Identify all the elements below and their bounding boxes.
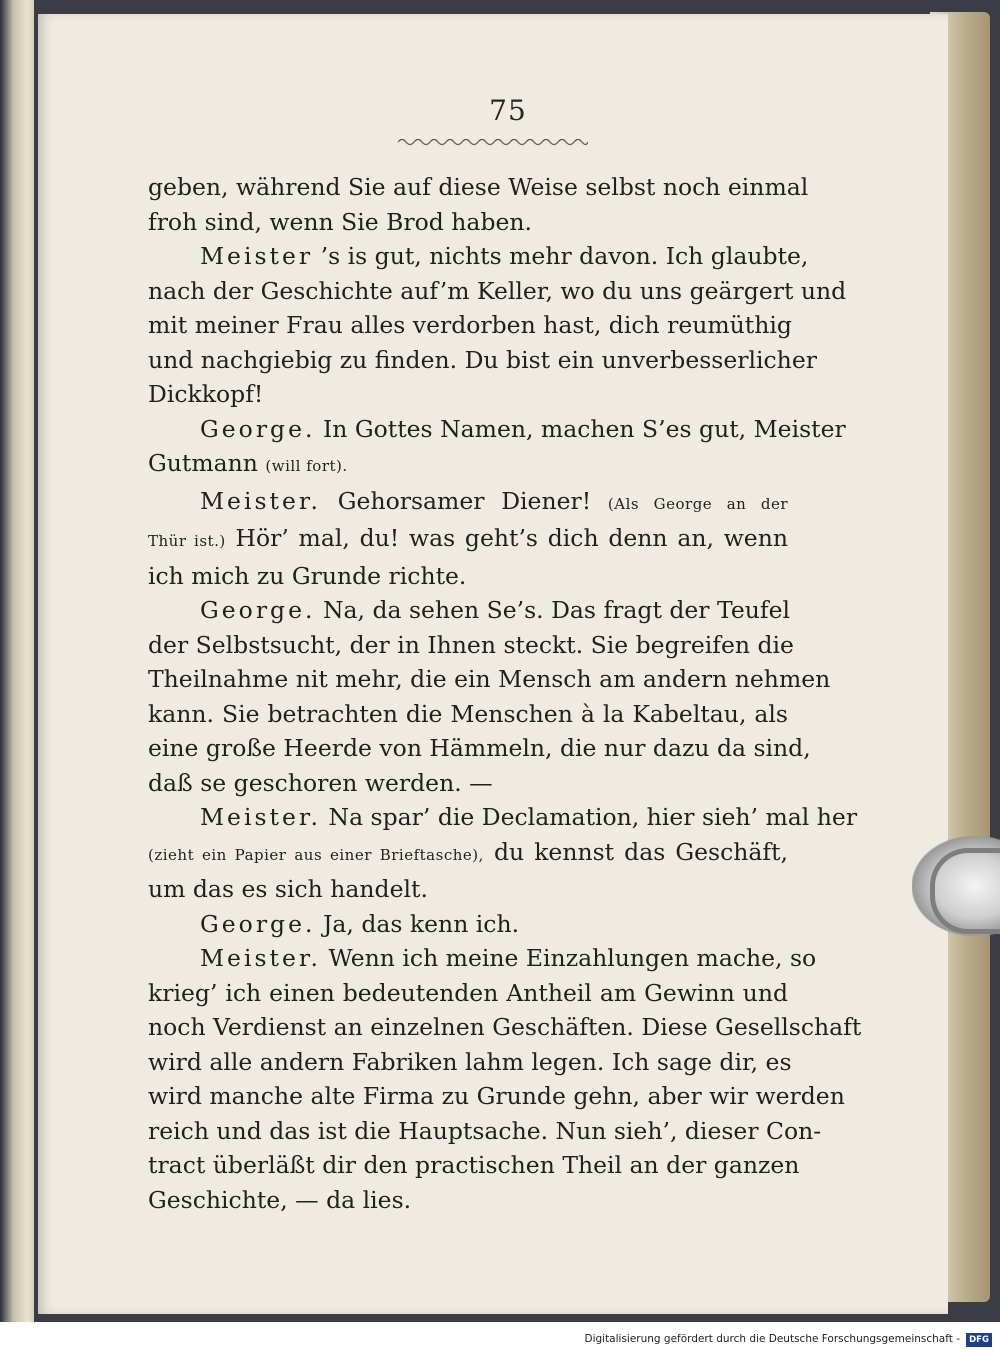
text-line (148, 907, 788, 942)
text-line (148, 521, 788, 559)
page-number: 75 (489, 94, 527, 127)
line-text: du kennst das Geschäft, (483, 837, 789, 866)
line-text: Gehorsamer Diener! (321, 486, 608, 515)
text-line (148, 484, 788, 522)
line-text: Theilnahme nit mehr, die ein Mensch am andern nehmen (148, 665, 831, 693)
line-text: Gutmann (148, 449, 266, 477)
line-text: daß se geschoren werden. — (148, 768, 493, 797)
line-text: reich und das ist die Hauptsache. Nun sieh’, dieser Con- (148, 1116, 822, 1145)
text-line (148, 308, 792, 343)
line-text: um das es sich handelt. (148, 875, 428, 903)
line-text: In Gottes Namen, machen S’es gut, Meister (315, 414, 846, 443)
text-line (148, 976, 788, 1011)
text-line (148, 1010, 862, 1045)
speaker-name: George. (200, 909, 316, 938)
text-line (148, 766, 788, 801)
line-text: krieg’ ich einen bedeutenden Antheil am Gewinn und (148, 978, 788, 1007)
line-text: Na spar’ die Declamation, hier sieh’ mal her (321, 803, 858, 831)
text-line (148, 446, 788, 484)
wavy-rule-ornament (398, 136, 588, 148)
line-text: Ja, das kenn ich. (315, 909, 520, 938)
line-text: Wenn ich meine Einzahlungen mache, so (321, 944, 817, 972)
line-text: eine große Heerde von Hämmeln, die nur dazu da sind, (148, 734, 811, 762)
text-line (148, 1148, 800, 1183)
line-text: froh sind, wenn Sie Brod haben. (148, 207, 532, 236)
line-text: tract überläßt dir den practischen Theil an der ganzen (148, 1151, 800, 1179)
text-line (148, 731, 811, 766)
text-line (148, 1114, 822, 1149)
body-text (148, 170, 862, 1217)
page-clip-wire (930, 848, 1000, 934)
dfg-logo: DFG (966, 1333, 992, 1347)
text-line (148, 628, 794, 663)
line-text: wird manche alte Firma zu Grunde gehn, aber wir werden (148, 1082, 845, 1110)
line-text: wird alle andern Fabriken lahm legen. Ich sage dir, es (148, 1047, 792, 1076)
text-line (148, 800, 858, 835)
speaker-name: George. (200, 414, 316, 443)
speaker-name: Meister. (200, 803, 322, 831)
speaker-name: Meister. (200, 944, 322, 972)
line-text: Geschichte, — da lies. (148, 1185, 412, 1214)
book-page (38, 14, 948, 1314)
text-line (148, 1079, 845, 1114)
stage-direction: (Als George an der (607, 494, 788, 513)
line-text: geben, während Sie auf diese Weise selbst noch einmal (148, 173, 809, 201)
text-line (148, 872, 788, 907)
line-text: mit meiner Frau alles verdorben hast, dich reumüthig (148, 311, 792, 339)
text-line (148, 1045, 792, 1080)
line-text: und nachgiebig zu finden. Du bist ein unverbesserlicher (148, 345, 817, 374)
text-line (148, 377, 788, 412)
speaker-name: Meister (200, 242, 314, 270)
stage-direction: (zieht ein Papier aus einer Brieftasche), (148, 845, 484, 864)
text-line (148, 170, 809, 205)
stage-direction: Thür ist.) (148, 532, 226, 550)
text-line (148, 559, 788, 594)
digitization-credit: Digitalisierung gefördert durch die Deutsche Forschungsgemeinschaft - (584, 1333, 960, 1345)
line-text: noch Verdienst an einzelnen Geschäften. Diese Gesellschaft (148, 1013, 862, 1041)
text-line (148, 835, 788, 873)
speaker-name: Meister. (200, 486, 322, 515)
text-line (148, 662, 831, 697)
text-line (148, 274, 847, 309)
speaker-name: George. (200, 596, 316, 624)
line-text: ich mich zu Grunde richte. (148, 561, 467, 590)
line-text: Na, da sehen Se’s. Das fragt der Teufel (315, 596, 791, 624)
stage-direction: (will fort). (265, 457, 348, 475)
text-line (148, 593, 791, 628)
line-text: kann. Sie betrachten die Menschen à la Kabeltau, als (148, 699, 788, 728)
text-line (148, 412, 846, 447)
text-line (148, 239, 809, 274)
text-line (148, 205, 788, 240)
left-page-edge (0, 0, 34, 1322)
line-text: Dickkopf! (148, 380, 264, 408)
text-line (148, 1183, 788, 1218)
line-text: Hör’ mal, du! was geht’s dich denn an, wenn (225, 524, 788, 552)
line-text: nach der Geschichte auf’m Keller, wo du uns geärgert und (148, 276, 847, 305)
text-line (148, 697, 788, 732)
line-text: der Selbstsucht, der in Ihnen steckt. Sie begreifen die (148, 630, 794, 659)
text-line (148, 343, 817, 378)
line-text: ’s is gut, nichts mehr davon. Ich glaubte, (313, 242, 809, 270)
text-line (148, 941, 817, 976)
